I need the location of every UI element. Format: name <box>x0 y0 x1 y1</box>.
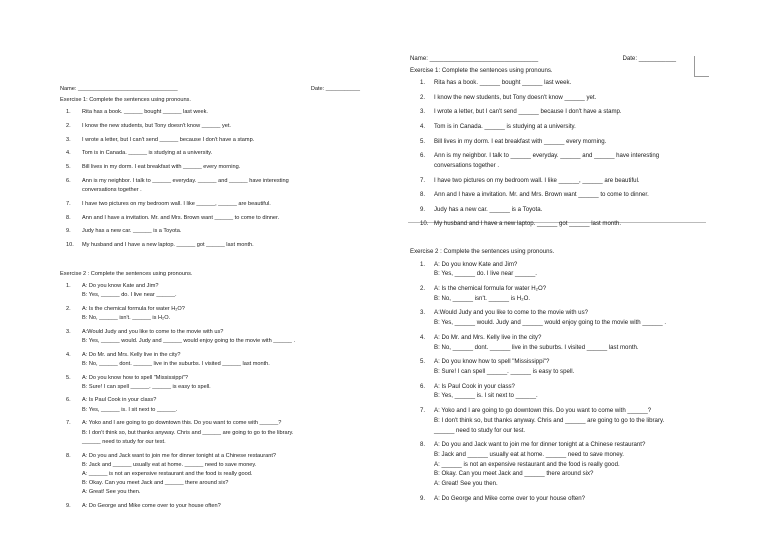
item-number: 8. <box>66 214 71 221</box>
item-sentence: A: Do George and Mike come over to your house often? <box>82 502 221 509</box>
worksheet-right <box>410 55 706 509</box>
exercise-1-title: Exercise 1: Complete the sentences using pronouns. <box>60 96 191 103</box>
exercise-item <box>410 79 706 89</box>
exercise-item <box>410 191 706 201</box>
exercise-item <box>60 503 360 512</box>
item-sentence: A: Yoko and I are going to go downtown this. Do you want to come with ______? <box>82 420 282 427</box>
item-sentence: B: Yes, ______ would. Judy and ______ would enjoy going to the movie with ______ . <box>434 319 667 327</box>
exercise-item <box>410 334 706 354</box>
item-sentence: B: Sure! I can spell ______. ______ is easy to spell. <box>434 367 575 375</box>
item-number: 8. <box>420 191 426 199</box>
item-sentence: B: Sure! I can spell ______. ______ is easy to spell. <box>82 383 211 390</box>
exercise-item <box>410 138 706 148</box>
exercise-item <box>60 123 360 132</box>
exercise-item <box>60 137 360 146</box>
item-sentence: A: Great! See you then. <box>82 489 141 496</box>
item-number: 1. <box>66 108 71 115</box>
item-sentence: I have two pictures on my bedroom wall. I like ______, ______ are beautiful. <box>82 200 271 207</box>
item-sentence: B: No, ______ isn't. ______ is H₂O. <box>82 314 171 321</box>
item-number: 4. <box>66 150 71 157</box>
exercise-item <box>410 206 706 216</box>
exercise-item <box>60 306 360 324</box>
exercise-1-list <box>60 109 360 251</box>
item-number: 9. <box>66 228 71 235</box>
item-number: 5. <box>420 358 426 366</box>
item-sentence: Ann and I have a invitation. Mr. and Mrs. Brown want ______ to come to dinner. <box>82 214 280 221</box>
item-sentence: B: I don't think so, but thanks anyway. Chris and ______ are going to go to the library. <box>82 429 294 436</box>
item-number: 3. <box>66 328 71 335</box>
item-sentence: Ann and I have a invitation. Mr. and Mrs. Brown want ______ to come to dinner. <box>434 191 649 199</box>
item-number: 7. <box>420 176 426 184</box>
item-number: 1. <box>420 260 426 268</box>
item-number: 5. <box>420 137 426 145</box>
item-sentence: A: Do you know how to spell "Mississippi"? <box>434 358 550 366</box>
item-number: 9. <box>420 494 426 502</box>
date-field-label: Date: ___________ <box>622 55 676 62</box>
item-sentence: B: Okay. Can you meet Jack and ______ there around six? <box>434 470 594 478</box>
item-sentence: ______ need to study for our test. <box>82 438 166 445</box>
item-number: 3. <box>66 136 71 143</box>
item-number: 3. <box>420 108 426 116</box>
item-sentence: A: Yoko and I are going to go downtown this. Do you want to come with ______? <box>434 406 652 414</box>
item-sentence: B: I don't think so, but thanks anyway. Chris and ______ are going to go to the library. <box>434 416 665 424</box>
item-sentence: B: Yes, ______ is. I sit next to ______. <box>434 392 538 400</box>
item-number: 9. <box>420 205 426 213</box>
exercise-item <box>410 407 706 436</box>
name-field-label: Name: ________________________________ <box>60 86 178 92</box>
item-number: 7. <box>66 200 71 207</box>
exercise-item <box>60 352 360 370</box>
item-sentence: B: Yes, ______ would. Judy and ______ would enjoy going to the movie with ______ . <box>82 337 296 344</box>
item-sentence: A: Is the chemical formula for water H₂O? <box>82 305 185 312</box>
item-sentence: A:Would Judy and you like to come to the movie with us? <box>82 328 224 335</box>
exercise-item <box>60 375 360 393</box>
name-field-label: Name: ________________________________ <box>410 55 539 62</box>
item-sentence: Tom is in Canada. ______ is studying at a university. <box>82 150 213 157</box>
worksheet-header <box>410 55 706 63</box>
item-sentence: B: No, ______ dont. ______ live in the suburbs. I visited ______ last month. <box>434 343 639 351</box>
item-sentence: A: Is Paul Cook in your class? <box>434 382 515 390</box>
exercise-item <box>60 420 360 448</box>
item-sentence: A: Do Mr. and Mrs. Kelly live in the city? <box>82 351 181 358</box>
item-sentence: I wrote a letter, but I can't send ______ because I don't have a stamp. <box>82 136 255 143</box>
item-number: 6. <box>420 382 426 390</box>
item-number: 10. <box>66 242 74 249</box>
item-number: 6. <box>420 152 426 160</box>
exercise-1-title: Exercise 1: Complete the sentences using pronouns. <box>410 66 553 74</box>
date-field-label: Date: ___________ <box>310 86 360 92</box>
item-sentence: B: No, ______ dont. ______ live in the suburbs. I visited ______ last month. <box>82 360 270 367</box>
item-sentence: B: No, ______ isn't. ______ is H₂O. <box>434 294 531 302</box>
exercise-2-list <box>410 261 706 505</box>
item-sentence: conversations together . <box>82 186 142 193</box>
item-sentence: Tom is in Canada. ______ is studying at a university. <box>434 123 576 130</box>
item-sentence: Ann is my neighbor. I talk to ______ everyday. ______ and ______ have interesting <box>434 152 660 160</box>
exercise-item <box>60 453 360 499</box>
item-sentence: B: Yes, ______ do. I live near ______. <box>434 270 537 278</box>
exercise-item <box>60 397 360 415</box>
item-sentence: Judy has a new car. ______ is a Toyota. <box>82 228 182 235</box>
item-sentence: A: Do you know how to spell "Mississippi"? <box>82 374 188 381</box>
exercise-item <box>60 201 360 210</box>
item-sentence: Bill lives in my dorm. I eat breakfast with ______ every morning. <box>434 137 607 145</box>
item-sentence: A: ______ is not an expensive restaurant and the food is really good. <box>434 460 620 468</box>
item-sentence: I have two pictures on my bedroom wall. I like ______, ______ are beautiful. <box>434 176 640 184</box>
exercise-item <box>410 261 706 281</box>
item-sentence: A:Would Judy and you like to come to the movie with us? <box>434 309 589 317</box>
exercise-item <box>60 164 360 173</box>
exercise-2-title: Exercise 2 : Complete the sentences using pronouns. <box>60 270 193 277</box>
item-number: 6. <box>66 177 71 184</box>
item-sentence: Rita has a book. ______ bought ______ last week. <box>434 79 572 87</box>
item-number: 2. <box>420 284 426 292</box>
item-sentence: A: Do George and Mike come over to your house often? <box>434 494 586 502</box>
item-sentence: A: Do you know Kate and Jim? <box>434 260 518 268</box>
item-sentence: A: Do you and Jack want to join me for dinner tonight at a Chinese restaurant? <box>82 452 277 459</box>
exercise-item <box>60 228 360 237</box>
exercise-item <box>410 309 706 329</box>
item-number: 4. <box>420 333 426 341</box>
exercise-item <box>410 358 706 378</box>
item-sentence: I know the new students, but Tony doesn't know ______ yet. <box>434 93 597 101</box>
item-number: 2. <box>66 122 71 129</box>
item-number: 1. <box>420 79 426 87</box>
item-number: 4. <box>420 123 426 130</box>
item-number: 8. <box>66 452 71 459</box>
exercise-2-list <box>60 283 360 512</box>
item-sentence: A: Is Paul Cook in your class? <box>82 397 157 404</box>
item-sentence: I know the new students, but Tony doesn't know ______ yet. <box>82 122 231 129</box>
exercise-2-title: Exercise 2 : Complete the sentences using pronouns. <box>410 247 555 255</box>
exercise-item <box>60 109 360 118</box>
exercise-item <box>410 220 706 230</box>
item-sentence: A: ______ is not an expensive restaurant and the food is really good. <box>82 470 253 477</box>
item-number: 5. <box>66 374 71 381</box>
item-sentence: A: Do you and Jack want to join me for dinner tonight at a Chinese restaurant? <box>434 441 646 449</box>
item-sentence: Rita has a book. ______ bought ______ last week. <box>82 108 208 115</box>
item-sentence: B: Jack and ______ usually eat at home. ______ need to save money. <box>434 450 624 458</box>
worksheet-left <box>60 86 360 517</box>
item-number: 8. <box>420 441 426 449</box>
exercise-item <box>410 108 706 118</box>
item-number: 10. <box>420 220 429 228</box>
exercise-item <box>60 215 360 224</box>
exercise-item <box>410 441 706 490</box>
exercise-item <box>410 152 706 172</box>
item-sentence: A: Do you know Kate and Jim? <box>82 282 159 289</box>
exercise-item <box>60 178 360 196</box>
item-sentence: Judy has a new car. ______ is a Toyota. <box>434 205 543 213</box>
item-number: 7. <box>66 420 71 427</box>
exercise-item <box>410 383 706 403</box>
exercise-1-list <box>410 79 706 230</box>
exercise-item <box>410 123 706 133</box>
exercise-item <box>410 94 706 104</box>
exercise-item <box>60 329 360 347</box>
item-sentence: B: Yes, ______ do. I live near ______. <box>82 291 177 298</box>
item-sentence: My husband and I have a new laptop. ______ got ______ last month. <box>82 242 254 249</box>
exercise-item <box>410 285 706 305</box>
item-sentence: Ann is my neighbor. I talk to ______ everyday. ______ and ______ have interesting <box>82 177 289 184</box>
item-number: 2. <box>420 93 426 101</box>
worksheet-header <box>60 86 360 93</box>
item-number: 6. <box>66 397 71 404</box>
item-sentence: B: Yes, ______ is. I sit next to ______. <box>82 406 178 413</box>
exercise-item <box>410 177 706 187</box>
exercise-item <box>60 150 360 159</box>
item-sentence: B: Jack and ______ usually eat at home. ______ need to save money. <box>82 461 257 468</box>
item-sentence: conversations together . <box>434 161 500 169</box>
item-sentence: My husband and I have a new laptop. ______ got ______ last month. <box>434 220 622 228</box>
item-sentence: ______ need to study for our test. <box>434 426 526 434</box>
item-number: 9. <box>66 502 71 509</box>
item-sentence: A: Do Mr. and Mrs. Kelly live in the city? <box>434 333 542 341</box>
exercise-item <box>60 242 360 251</box>
exercise-item <box>410 495 706 505</box>
item-sentence: I wrote a letter, but I can't send ______ because I don't have a stamp. <box>434 108 622 116</box>
item-sentence: A: Is the chemical formula for water H₂O? <box>434 284 547 292</box>
item-sentence: Bill lives in my dorm. I eat breakfast with ______ every morning. <box>82 164 241 171</box>
item-number: 3. <box>420 309 426 317</box>
item-number: 2. <box>66 305 71 312</box>
item-number: 5. <box>66 164 71 171</box>
item-number: 4. <box>66 351 71 358</box>
item-sentence: B: Okay. Can you meet Jack and ______ there around six? <box>82 480 229 487</box>
item-number: 1. <box>66 282 71 289</box>
exercise-item <box>60 283 360 301</box>
item-number: 7. <box>420 406 426 414</box>
item-sentence: A: Great! See you then. <box>434 480 498 488</box>
